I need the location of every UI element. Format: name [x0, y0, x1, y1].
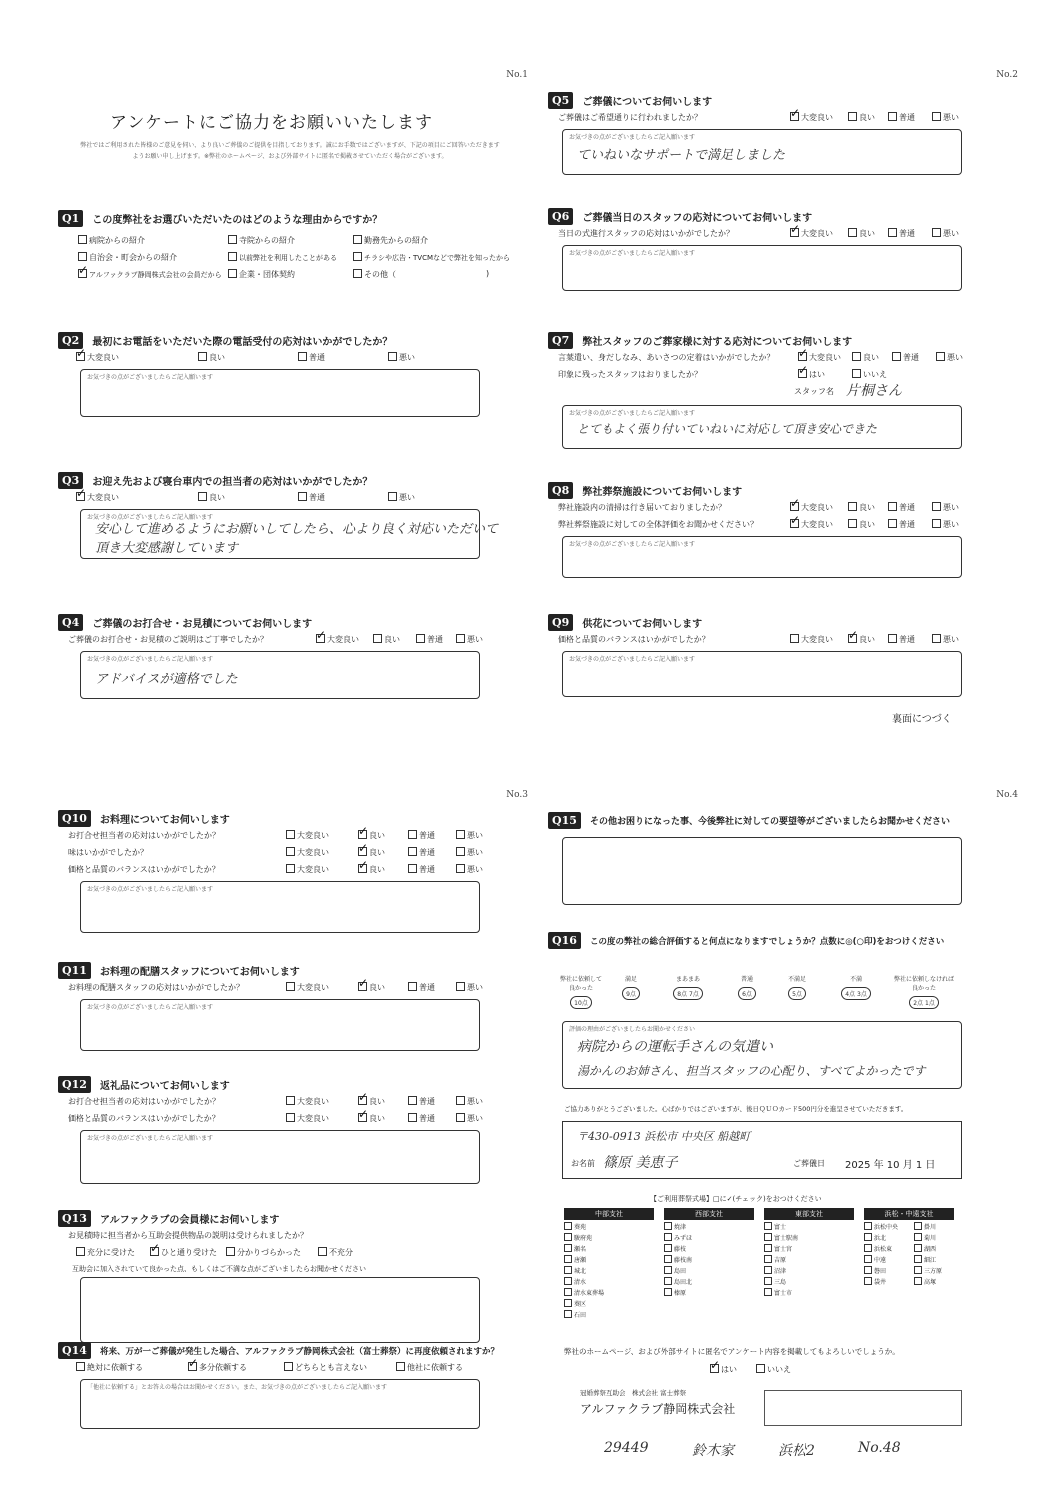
q10-comment-box[interactable]	[80, 881, 480, 933]
name-label: お名前	[571, 1159, 595, 1168]
page-3	[50, 780, 550, 1480]
branch-seibu-header: 西部支社	[664, 1208, 754, 1220]
q14-title: 将来、万が一ご葬儀が発生した場合、アルファクラブ静岡株式会社（富士葬祭）に再度依頼されますか？	[99, 1346, 499, 1357]
q8-sub2: 弊社葬祭施設に対しての全体評価をお聞かせください？	[558, 520, 758, 529]
q5-sub: ご葬儀はご希望通りに行われましたか？	[558, 113, 702, 122]
q16-title: この度の弊社の総合評価すると何点になりますでしょうか？点数に◎(○印)をおつけください	[589, 936, 945, 947]
q16-score-6[interactable]: 普通 6点	[724, 974, 770, 1000]
q15-comment-box[interactable]	[562, 837, 962, 905]
question-q13	[58, 1208, 538, 1343]
branch-item[interactable]: 石田	[564, 1310, 586, 1319]
q12-row2-normal[interactable]: 普通	[408, 1113, 435, 1124]
q16-hint: 評価の理由がございましたらお聞かせください	[569, 1026, 696, 1033]
q14-opt-other-company[interactable]: 他社に依頼する	[396, 1362, 463, 1373]
q7-opt-bad[interactable]: 悪い	[936, 352, 963, 363]
page-2	[540, 60, 1040, 760]
q5-hint: お気づきの点がございましたらご記入願います	[569, 134, 696, 141]
gift-note: ご協力ありがとうございました。心ばかりではございますが、後日ＱＵＯカード500円分を進呈させていただきます。	[564, 1105, 908, 1113]
q11-opt-normal[interactable]: 普通	[408, 982, 435, 993]
q10-row3-very-good[interactable]: 大変良い	[286, 864, 329, 875]
q7-sub1: 言葉遣い、身だしなみ、あいさつの定着はいかがでしたか？	[558, 353, 775, 362]
q11-title: お料理の配膳スタッフについてお伺いします	[99, 967, 300, 978]
q10-row1-bad[interactable]: 悪い	[456, 830, 483, 841]
q1-opt-ads[interactable]: チラシや広告・TVCMなどで弊社を知ったから	[353, 252, 510, 263]
q7-opt-very-good[interactable]: ✓ 大変良い	[798, 352, 841, 363]
question-q9	[548, 612, 1028, 697]
q10-row1-very-good[interactable]: 大変良い	[286, 830, 329, 841]
q12-row2-bad[interactable]: 悪い	[456, 1113, 483, 1124]
page-number: No.3	[506, 790, 528, 800]
q4-sub: ご葬儀のお打合せ・お見積のご説明はご丁寧でしたか？	[68, 635, 268, 644]
q8-comment-box[interactable]	[562, 536, 962, 578]
branch-item[interactable]: 磐田	[864, 1266, 886, 1275]
q8-title: 弊社葬祭施設についてお伺いします	[582, 487, 743, 498]
q7-comment: とてもよく張り付いていねいに対応して頂き安心できた	[577, 422, 878, 436]
q10-hint: お気づきの点がございましたらご記入願います	[87, 886, 214, 893]
q3-opt-normal[interactable]: 普通	[298, 492, 325, 503]
survey-title: アンケートにご協力をお願いいたします	[110, 113, 433, 133]
q8-row1-good[interactable]: 良い	[848, 502, 875, 513]
q3-opt-very-good[interactable]: ✓大変良い	[76, 492, 119, 503]
q6-hint: お気づきの点がございましたらご記入願います	[569, 250, 696, 257]
q5-opt-normal[interactable]: 普通	[888, 112, 915, 123]
q5-badge: Q5	[548, 92, 573, 109]
q5-opt-good[interactable]: 良い	[848, 112, 875, 123]
question-q3	[58, 470, 538, 559]
q11-hint: お気づきの点がございましたらご記入願います	[87, 1004, 214, 1011]
q10-badge: Q10	[58, 810, 91, 827]
q12-row1-bad[interactable]: 悪い	[456, 1096, 483, 1107]
q12-title: 返礼品についてお伺いします	[99, 1081, 230, 1092]
q3-comment-box[interactable]	[80, 509, 499, 559]
question-q10	[58, 808, 538, 933]
q9-opt-normal[interactable]: 普通	[888, 634, 915, 645]
q14-comment-box[interactable]	[80, 1379, 480, 1429]
branches-title: 【ご利用葬祭式場】□に✓(チェック)をおつけください	[650, 1195, 822, 1203]
branch-item[interactable]: 唐瀬	[564, 1255, 586, 1264]
branch-item[interactable]: 駿府苑	[564, 1233, 592, 1242]
branch-item[interactable]: 吉原	[764, 1255, 786, 1264]
q12-row1-good[interactable]: ✓ 良い	[358, 1096, 385, 1107]
branch-item[interactable]: 菊川	[914, 1233, 936, 1242]
q13-sub: お見積時に担当者から互助会提供物品の説明は受けられましたか？	[68, 1231, 308, 1240]
question-q7	[548, 330, 1028, 449]
company-notice-box	[764, 1390, 962, 1426]
question-q6	[548, 206, 1028, 291]
q1-badge: Q1	[58, 210, 83, 227]
q9-sub: 価格と品質のバランスはいかがでしたか？	[558, 635, 710, 644]
q11-sub: お料理の配膳スタッフの応対はいかがでしたか？	[68, 983, 244, 992]
q9-hint: お気づきの点がございましたらご記入願います	[569, 656, 696, 663]
branch-tobu-header: 東部支社	[764, 1208, 854, 1220]
q4-comment-box[interactable]	[80, 651, 480, 699]
q13-opt-insufficient[interactable]: 不充分	[318, 1247, 353, 1258]
q1-opt-community[interactable]: 自治会・町会からの紹介	[78, 252, 177, 263]
q9-comment-box[interactable]	[562, 651, 962, 697]
q14-opt-probably[interactable]: ✓ 多分依頼する	[188, 1362, 247, 1373]
q12-row1-label: お打合せ担当者の応対はいかがでしたか？	[68, 1097, 220, 1106]
q10-row1-label: お打合せ担当者の応対はいかがでしたか？	[68, 831, 220, 840]
publish-question: 弊社のホームページ、および外部サイトに匿名でアンケート内容を掲載してもよろしいでしょうか。	[564, 1347, 900, 1356]
q3-comment-line1: 安心して進めるようにお願いしてしたら、心より良く対応いただいて	[95, 522, 499, 537]
q2-badge: Q2	[58, 332, 83, 349]
q10-title: お料理についてお伺いします	[99, 815, 230, 826]
q9-opt-very-good[interactable]: 大変良い	[790, 634, 833, 645]
branch-item[interactable]: 三島	[764, 1277, 786, 1286]
publish-yes[interactable]: ✓はい	[710, 1364, 737, 1375]
q13-hint: 互助会に加入されていて良かった点、もしくはご不満な点がございましたらお聞かせください	[72, 1265, 366, 1273]
branch-item[interactable]: 清水東葬場	[564, 1288, 604, 1297]
branch-item[interactable]: 高塚	[914, 1277, 936, 1286]
branch-item[interactable]: 浜松東	[864, 1244, 892, 1253]
address-value: 〒430-0913 浜松市 中央区 船越町	[577, 1130, 751, 1143]
q2-opt-normal[interactable]: 普通	[298, 352, 325, 363]
page-number: No.1	[506, 70, 528, 80]
q2-hint: お気づきの点がございましたらご記入願います	[87, 374, 214, 381]
q11-opt-bad[interactable]: 悪い	[456, 982, 483, 993]
question-q8	[548, 480, 1028, 578]
address-box[interactable]	[562, 1121, 962, 1179]
q9-badge: Q9	[548, 614, 573, 631]
q1-opt-used-before[interactable]: 以前弊社を利用したことがある	[228, 252, 337, 263]
q16-score-2-1[interactable]: 弊社に依頼しなければ良かった 2点 1点	[893, 976, 954, 1007]
q3-opt-good[interactable]: 良い	[198, 492, 225, 503]
note-family: 鈴木家	[692, 1443, 734, 1459]
q7-staff-label: スタッフ名	[794, 387, 834, 396]
q10-row3-bad[interactable]: 悪い	[456, 864, 483, 875]
date-value: 2025 年 10 月 1 日	[845, 1160, 936, 1171]
q5-title: ご葬儀についてお伺いします	[582, 97, 713, 108]
branch-item[interactable]: 城北	[564, 1266, 586, 1275]
page-1	[50, 60, 550, 760]
q13-title: アルファクラブの会員様にお伺いします	[99, 1215, 280, 1226]
q10-row1-normal[interactable]: 普通	[408, 830, 435, 841]
q2-opt-bad[interactable]: 悪い	[388, 352, 415, 363]
q10-row3-label: 価格と品質のバランスはいかがでしたか？	[68, 865, 220, 874]
q4-opt-very-good[interactable]: ✓ 大変良い	[316, 634, 359, 645]
q6-opt-bad[interactable]: 悪い	[932, 228, 959, 239]
q1-opt-temple[interactable]: 寺院からの紹介	[228, 235, 295, 246]
q4-opt-bad[interactable]: 悪い	[456, 634, 483, 645]
branch-item[interactable]: 掛川	[914, 1222, 936, 1231]
question-q2	[58, 330, 538, 417]
branch-item[interactable]: 清水	[564, 1277, 586, 1286]
q12-badge: Q12	[58, 1076, 91, 1093]
branch-item[interactable]: 島田	[664, 1266, 686, 1275]
q4-opt-good[interactable]: 良い	[373, 634, 400, 645]
branch-item[interactable]: 富士駅南	[764, 1233, 798, 1242]
q8-row2-very-good[interactable]: ✓ 大変良い	[790, 519, 833, 530]
q7-title: 弊社スタッフのご葬家様に対する応対についてお伺いします	[582, 337, 853, 348]
branch-item[interactable]: 榛原	[664, 1288, 686, 1297]
note-number: 29449	[604, 1440, 649, 1456]
q6-opt-normal[interactable]: 普通	[888, 228, 915, 239]
q12-row1-very-good[interactable]: 大変良い	[286, 1096, 329, 1107]
q6-title: ご葬儀当日のスタッフの応対についてお伺いします	[582, 213, 813, 224]
branch-item[interactable]: 中遠	[864, 1255, 886, 1264]
q16-badge: Q16	[548, 932, 581, 949]
q5-opt-bad[interactable]: 悪い	[932, 112, 959, 123]
q1-opt-corporate[interactable]: 企業・団体契約	[228, 269, 295, 280]
q7-comment-box[interactable]	[562, 405, 962, 449]
q12-row2-good[interactable]: ✓ 良い	[358, 1113, 385, 1124]
q7-staff-name: 片桐さん	[846, 383, 902, 399]
q14-opt-definitely[interactable]: 絶対に依頼する	[76, 1362, 143, 1373]
q6-sub: 当日の式進行スタッフの応対はいかがでしたか？	[558, 229, 734, 238]
q13-opt-unclear[interactable]: 分かりづらかった	[226, 1247, 301, 1258]
q11-opt-very-good[interactable]: 大変良い	[286, 982, 329, 993]
q10-row2-label: 味はいかがでしたか？	[68, 848, 148, 857]
q13-comment-box[interactable]	[80, 1277, 480, 1343]
page-4	[540, 780, 1040, 1480]
note-area: 浜松2	[778, 1443, 815, 1459]
branch-item[interactable]: 三方原	[914, 1266, 942, 1275]
q15-title: その他お困りになった事、今後弊社に対しての要望等がございましたらお聞かせください	[589, 817, 950, 827]
branch-item[interactable]: 富士	[764, 1222, 786, 1231]
q16-score-9[interactable]: 満足 9点	[608, 974, 654, 1000]
question-q1	[58, 208, 538, 283]
q1-opt-other[interactable]: その他（	[353, 269, 396, 280]
q4-title: ご葬儀のお打合せ・お見積についてお伺いします	[92, 619, 313, 630]
branch-item[interactable]: 藤枝	[664, 1244, 686, 1253]
branch-item[interactable]: 富士宮	[764, 1244, 792, 1253]
q3-opt-bad[interactable]: 悪い	[388, 492, 415, 503]
q8-sub1: 弊社施設内の清掃は行き届いておりましたか？	[558, 503, 726, 512]
q12-row2-label: 価格と品質のバランスはいかがでしたか？	[68, 1114, 220, 1123]
q7-sub2: 印象に残ったスタッフはおりましたか？	[558, 370, 702, 379]
q14-hint: 「他社に依頼する」とお答えの場合はお聞かせください。また、お気づきの点がございましたらご記入願います	[87, 1384, 388, 1391]
branch-item[interactable]: 瀬名	[564, 1244, 586, 1253]
q12-row1-normal[interactable]: 普通	[408, 1096, 435, 1107]
q9-opt-bad[interactable]: 悪い	[932, 634, 959, 645]
q1-title: この度弊社をお選びいただいたのはどのような理由からですか？	[92, 215, 383, 226]
q3-badge: Q3	[58, 472, 83, 489]
q12-row2-very-good[interactable]: 大変良い	[286, 1113, 329, 1124]
date-label: ご葬儀日	[793, 1159, 825, 1168]
branch-item[interactable]: 焼津	[664, 1222, 686, 1231]
q6-opt-good[interactable]: 良い	[848, 228, 875, 239]
q16-score-10[interactable]: 弊社に依頼して良かった 10点	[559, 976, 602, 1007]
q16-comment-line1: 病院からの運転手さんの気遣い	[577, 1039, 773, 1055]
q3-title: お迎え先および寝台車内での担当者の応対はいかがでしたか？	[92, 477, 373, 488]
q12-comment-box[interactable]	[80, 1130, 480, 1184]
q2-comment-box[interactable]	[80, 369, 480, 417]
q8-row2-normal[interactable]: 普通	[888, 519, 915, 530]
branch-item[interactable]: 浜松中央	[864, 1222, 898, 1231]
q13-badge: Q13	[58, 1210, 91, 1227]
q15-badge: Q15	[548, 812, 581, 829]
q14-opt-undecided[interactable]: どちらとも言えない	[284, 1362, 367, 1373]
q11-opt-good[interactable]: ✓ 良い	[358, 982, 385, 993]
q10-row2-good[interactable]: ✓ 良い	[358, 847, 385, 858]
q13-opt-general[interactable]: ✓ ひと通り受けた	[150, 1247, 217, 1258]
question-q14	[58, 1340, 538, 1429]
branch-item[interactable]: 葵苑	[564, 1222, 586, 1231]
note-serial: No.48	[858, 1440, 901, 1456]
q16-score-5[interactable]: 不満足 5点	[787, 976, 806, 998]
page-number: No.4	[996, 790, 1018, 800]
survey-intro: 弊社ではご利用された皆様のご意見を伺い、より良いご葬儀のご提供を目指しております。誠にお手数ではございますが、下記の項目にご回答いただきますようお願い申し上げます。※弊社のホームページ、および外部サイトに匿名で掲載させていただく場合がございます。	[80, 142, 500, 160]
q10-row2-normal[interactable]: 普通	[408, 847, 435, 858]
company-line: 冠婚葬祭互助会 株式会社 富士葬祭	[580, 1389, 687, 1397]
q10-row3-good[interactable]: ✓ 良い	[358, 864, 385, 875]
branch-item[interactable]: 富士市	[764, 1288, 792, 1297]
q7-opt-yes[interactable]: ✓ はい	[798, 369, 825, 380]
q13-opt-full[interactable]: 充分に受けた	[76, 1247, 135, 1258]
question-q12	[58, 1074, 538, 1184]
branch-item[interactable]: 袋井	[864, 1277, 886, 1286]
q4-badge: Q4	[58, 614, 83, 631]
branch-item[interactable]: 藤枝南	[664, 1255, 692, 1264]
q6-opt-very-good[interactable]: ✓ 大変良い	[790, 228, 833, 239]
q16-score-4-3[interactable]: 不満 4点 3点	[826, 974, 886, 1000]
branch-item[interactable]: 細江	[914, 1255, 936, 1264]
question-q4	[58, 612, 538, 699]
name-value: 篠原 美恵子	[603, 1155, 678, 1171]
question-q16	[548, 930, 1028, 949]
q7-opt-no[interactable]: いいえ	[852, 369, 887, 380]
q8-row2-good[interactable]: 良い	[848, 519, 875, 530]
q5-comment: ていねいなサポートで満足しました	[577, 148, 786, 163]
page-number: No.2	[996, 70, 1018, 80]
q8-badge: Q8	[548, 482, 573, 499]
q8-hint: お気づきの点がございましたらご記入願います	[569, 541, 696, 548]
q11-comment-box[interactable]	[80, 999, 480, 1051]
q4-hint: お気づきの点がございましたらご記入願います	[87, 656, 214, 663]
q9-opt-good[interactable]: ✓ 良い	[848, 634, 875, 645]
q7-opt-normal[interactable]: 普通	[892, 352, 919, 363]
branch-chubu-header: 中部支社	[564, 1208, 654, 1220]
company-name: アルファクラブ静岡株式会社	[580, 1402, 736, 1416]
q2-opt-good[interactable]: 良い	[198, 352, 225, 363]
q11-badge: Q11	[58, 962, 91, 979]
q16-comment-line2: 湯かんのお姉さん、担当スタッフの心配り、すべてよかったです	[577, 1064, 926, 1078]
q14-badge: Q14	[58, 1342, 91, 1359]
branch-item[interactable]: みずほ	[664, 1233, 692, 1242]
q10-row1-good[interactable]: ✓ 良い	[358, 830, 385, 841]
q3-hint: お気づきの点がございましたらご記入願います	[87, 514, 214, 521]
branch-item[interactable]: 浜北	[864, 1233, 886, 1242]
q7-badge: Q7	[548, 332, 573, 349]
q12-hint: お気づきの点がございましたらご記入願います	[87, 1135, 214, 1142]
q7-opt-good[interactable]: 良い	[852, 352, 879, 363]
q1-opt-work[interactable]: 勤務先からの紹介	[353, 235, 428, 246]
q1-other-close: )	[486, 269, 490, 278]
q9-title: 供花についてお伺いします	[582, 619, 703, 630]
q5-opt-very-good[interactable]: ✓ 大変良い	[790, 112, 833, 123]
q6-badge: Q6	[548, 208, 573, 225]
continue-note: 裏面につづく	[892, 714, 952, 725]
question-q5	[548, 90, 1028, 175]
q8-row1-very-good[interactable]: ✓ 大変良い	[790, 502, 833, 513]
q10-row2-bad[interactable]: 悪い	[456, 847, 483, 858]
q16-score-8-7[interactable]: まあまあ 8点 7点	[658, 974, 718, 1000]
q2-opt-very-good[interactable]: ✓大変良い	[76, 352, 119, 363]
q4-comment: アドバイスが適格でした	[95, 672, 238, 687]
q3-comment-line2: 頂き大変感謝しています	[95, 541, 239, 556]
branch-hamamatsu-header: 浜松・中遠支社	[864, 1208, 954, 1220]
q2-title: 最初にお電話をいただいた際の電話受付の応対はいかがでしたか？	[92, 337, 393, 348]
q7-hint: お気づきの点がございましたらご記入願います	[569, 410, 696, 417]
q4-opt-normal[interactable]: 普通	[416, 634, 443, 645]
publish-no[interactable]: いいえ	[756, 1364, 791, 1375]
q10-row3-normal[interactable]: 普通	[408, 864, 435, 875]
q8-row2-bad[interactable]: 悪い	[932, 519, 959, 530]
q10-row2-very-good[interactable]: 大変良い	[286, 847, 329, 858]
q1-opt-hospital[interactable]: 病院からの紹介	[78, 235, 145, 246]
q8-row1-bad[interactable]: 悪い	[932, 502, 959, 513]
q16-comment-box[interactable]	[562, 1021, 962, 1089]
branch-item[interactable]: 湖西	[914, 1244, 936, 1253]
q8-row1-normal[interactable]: 普通	[888, 502, 915, 513]
q1-opt-member[interactable]: ✓アルファクラブ静岡株式会社の会員だから	[78, 269, 222, 280]
q16-score-scale	[558, 974, 958, 1022]
q6-comment-box[interactable]	[562, 245, 962, 291]
q5-comment-box[interactable]	[562, 129, 962, 175]
branch-item[interactable]: 島田北	[664, 1277, 692, 1286]
question-q15	[548, 810, 1028, 905]
question-q11	[58, 960, 538, 1051]
branch-item[interactable]: 沼津	[764, 1266, 786, 1275]
branch-item[interactable]: 葵区	[564, 1299, 586, 1308]
